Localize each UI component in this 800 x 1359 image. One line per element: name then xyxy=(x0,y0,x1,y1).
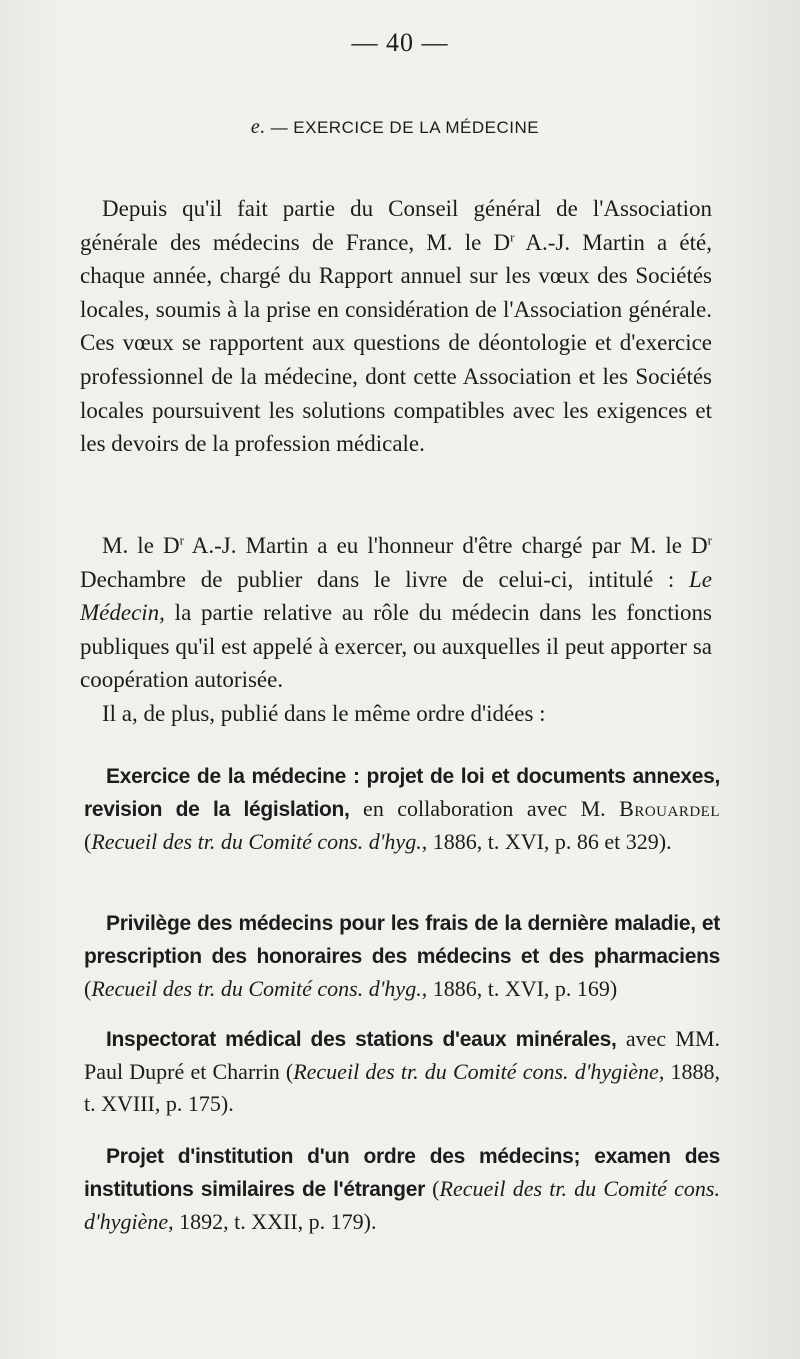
paragraph-text: M. le D xyxy=(102,533,180,558)
publication-entry xyxy=(84,760,720,858)
citation-source: Recueil des tr. du Comité cons. d'hygiène xyxy=(84,1176,720,1234)
publication-entry xyxy=(84,1140,720,1238)
section-title: — EXERCICE DE LA MÉDECINE xyxy=(270,118,540,137)
citation-source: Recueil des tr. du Comité cons. d'hyg. xyxy=(91,829,422,854)
paragraph-text: Il a, de plus, publié dans le même ordre d'idées : xyxy=(102,701,546,726)
superscript: r xyxy=(510,228,515,244)
paragraph-text: la partie relative au rôle du médecin dans les fonctions publiques qu'il est appelé à exercer, ou auxquelles il peut apporter sa coopération autorisée. xyxy=(80,600,712,693)
publication-entry xyxy=(84,907,720,1005)
entry-text: , 1886, t. XVI, p. 86 et 329). xyxy=(421,829,672,854)
superscript: r xyxy=(179,532,184,548)
author-name: Brouardel xyxy=(619,796,720,821)
entry-text: , 1888, t. XVIII, p. 175). xyxy=(84,1059,720,1116)
paragraph-text: A.-J. Martin a eu l'honneur d'être chargé par M. le D xyxy=(183,533,708,558)
section-letter: e. xyxy=(250,116,266,138)
entry-text: ( xyxy=(424,1176,440,1201)
paragraph-association xyxy=(80,192,712,461)
paragraph-dechambre xyxy=(80,529,712,697)
paragraph-text: Depuis qu'il fait partie du Conseil général de l'Association générale des médecins de France, M. le D xyxy=(80,196,712,255)
entry-text: ( xyxy=(84,976,92,1001)
superscript: r xyxy=(707,532,712,548)
entry-text: , 1886, t. XVI, p. 169) xyxy=(421,976,618,1001)
book-title: Le Médecin, xyxy=(80,566,712,626)
entry-text: avec MM. Paul Dupré et Charrin ( xyxy=(84,1026,721,1084)
publication-entry xyxy=(84,1023,720,1120)
paragraph-text: A.-J. Martin a été, chaque année, chargé du Rapport annuel sur les vœux des Sociétés locales, soumis à la prise en considération de l'Association générale. Ces vœux se rapportent aux questions de déontologie et d'exercice professionnel de la médecine, dont cette Association et les Sociétés locales poursuivent les solutions compatibles avec les exigences et les devoirs de la profession médicale. xyxy=(80,229,712,457)
publication-title: Projet d'institution d'un ordre des médecins; examen des institutions similaires de l'étranger xyxy=(84,1145,720,1201)
paragraph-intro-list xyxy=(80,697,712,731)
entry-text: en collaboration avec M. xyxy=(349,796,620,821)
publication-title: Privilège des médecins pour les frais de la dernière maladie, et prescription des honoraires des médecins et des pharmaciens xyxy=(84,912,720,968)
entry-text: ( xyxy=(84,829,92,854)
citation-source: Recueil des tr. du Comité cons. d'hygiène xyxy=(293,1059,659,1084)
page-number: — 40 — xyxy=(351,28,449,57)
entry-text: , 1892, t. XXII, p. 179). xyxy=(168,1209,377,1234)
paragraph-text: Dechambre de publier dans le livre de celui-ci, intitulé : xyxy=(80,566,689,592)
section-heading xyxy=(0,116,790,139)
publication-title: Inspectorat médical des stations d'eaux minérales, xyxy=(106,1028,617,1051)
citation-source: Recueil des tr. du Comité cons. d'hyg. xyxy=(91,976,422,1001)
publication-title: Exercice de la médecine : projet de loi et documents annexes, revision de la législation, xyxy=(84,765,720,821)
